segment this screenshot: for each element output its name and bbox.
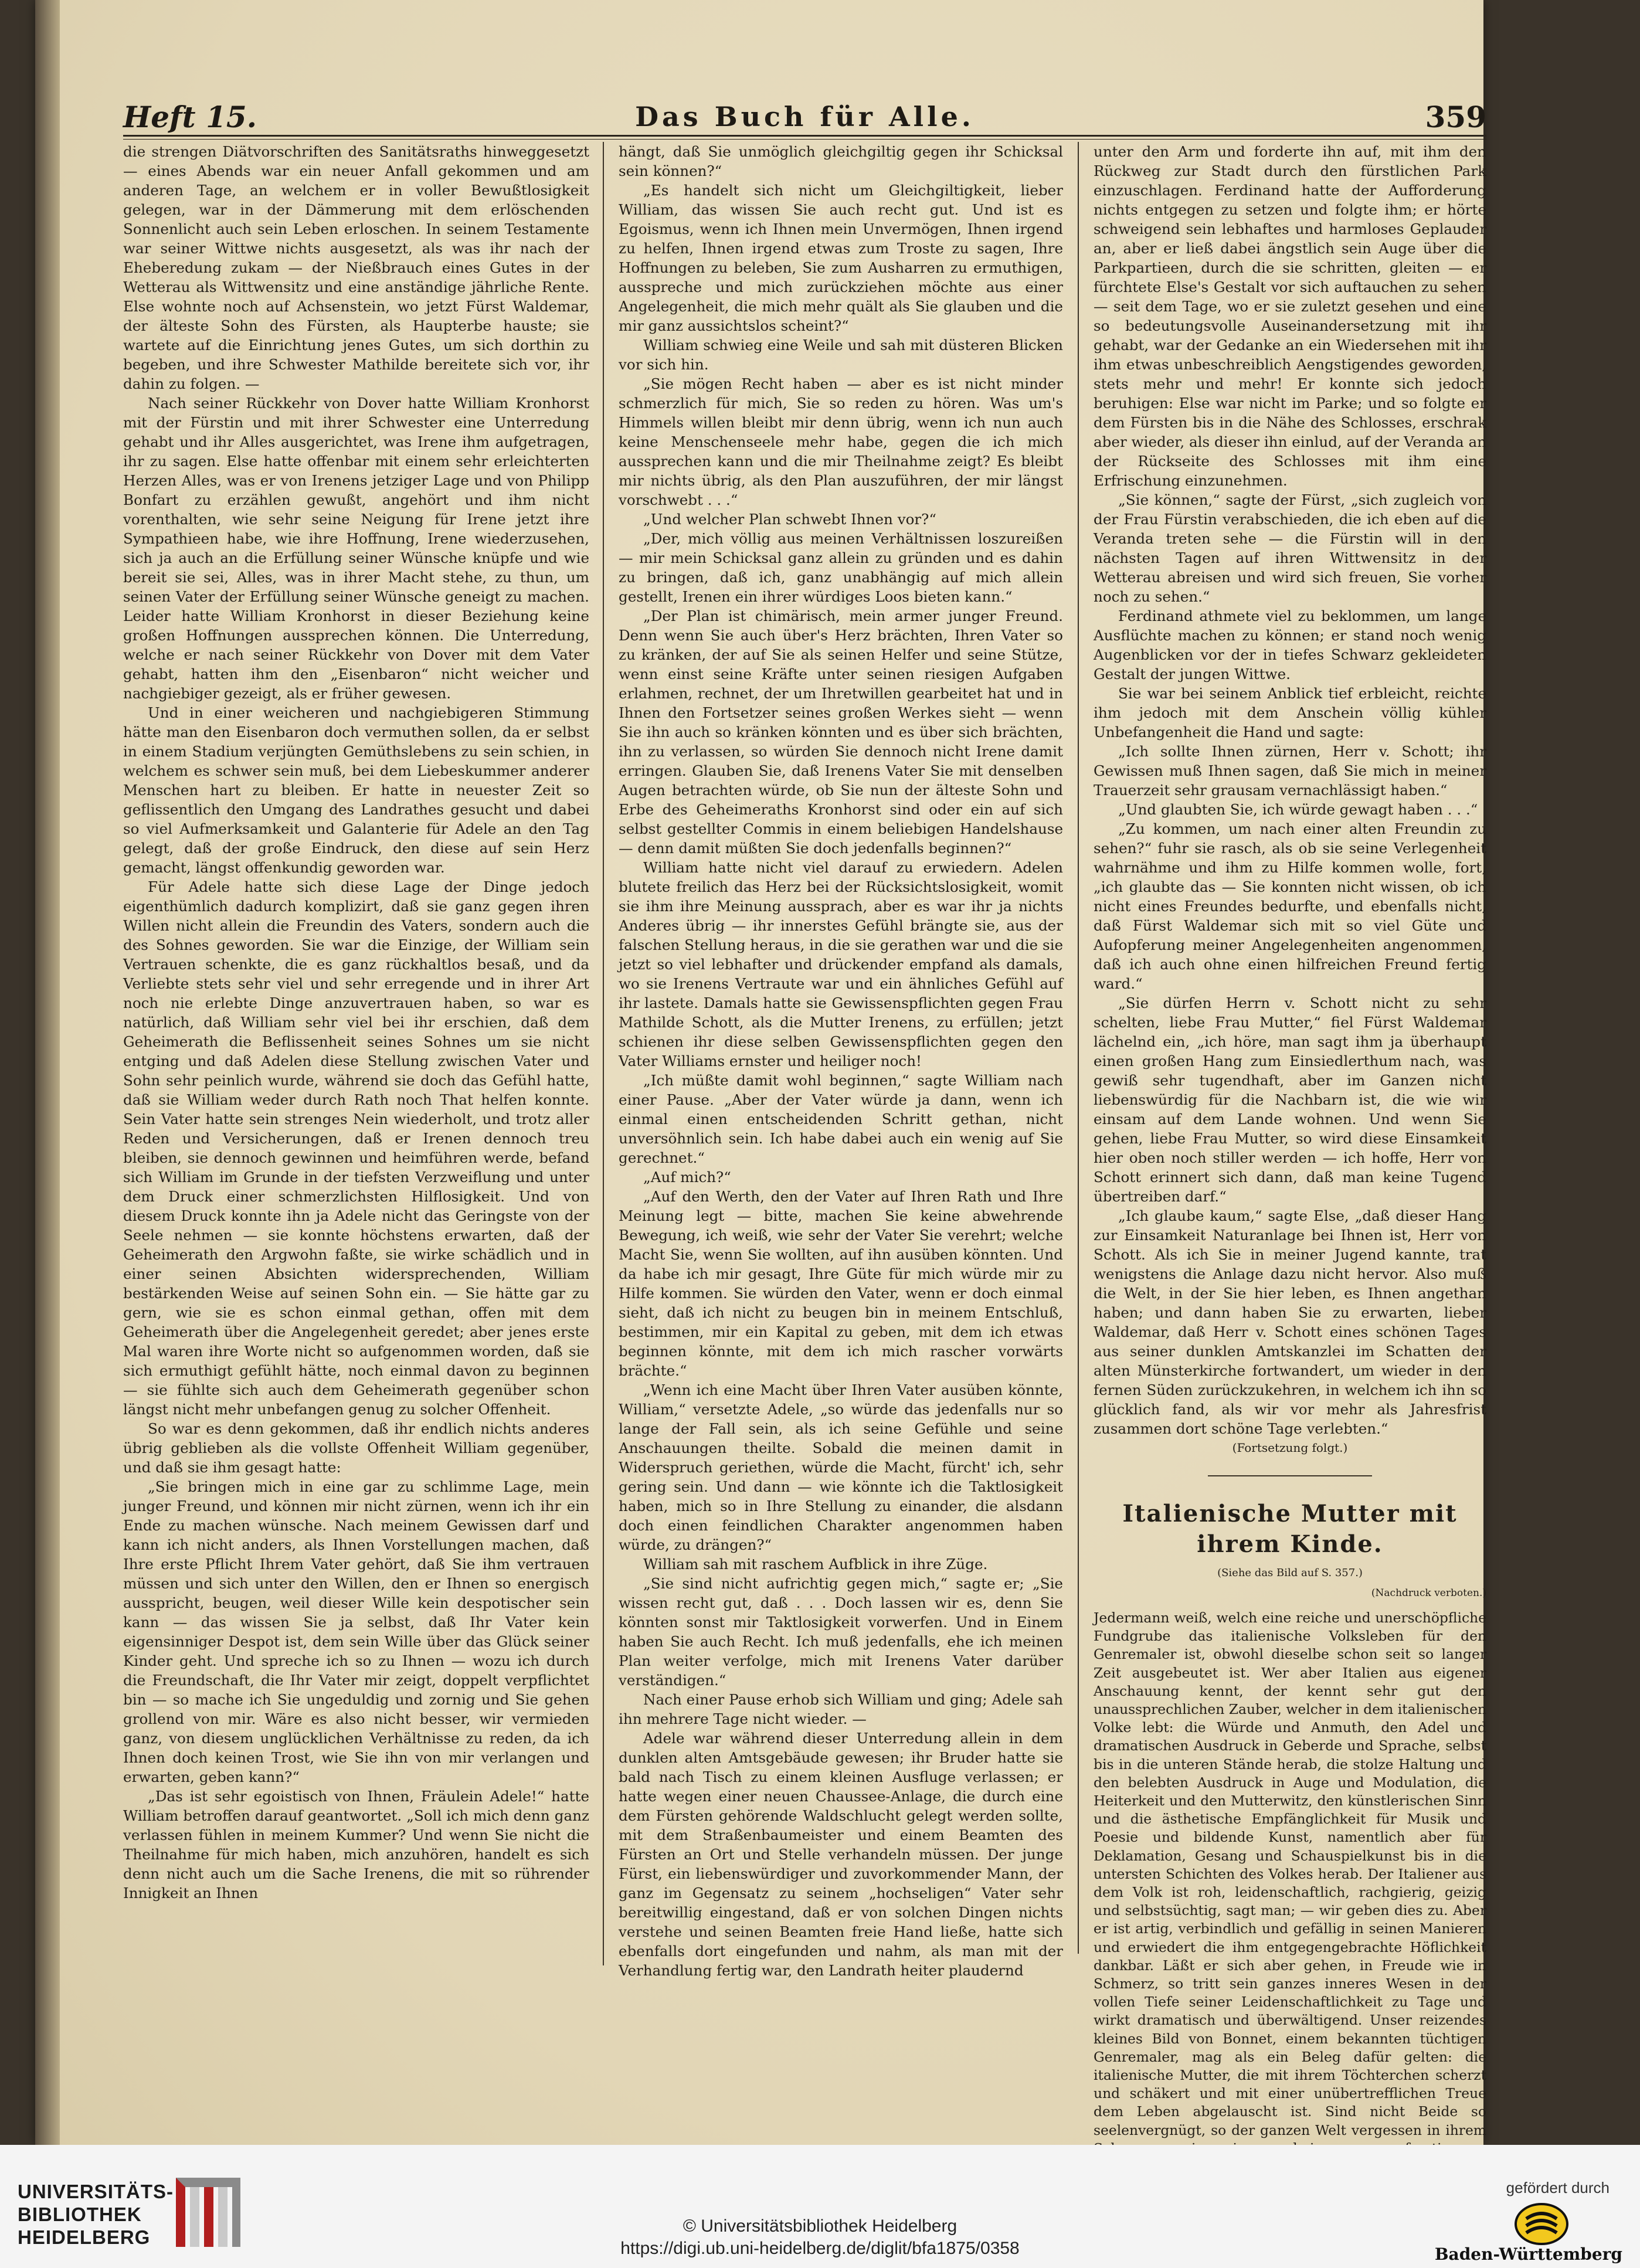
paragraph: „Sie mögen Recht haben — aber es ist nicht minder schmerzlich für mich, Sie so reden zu hören. Was um's Himmels willen bleibt mir denn übrig, wenn ich nun auch keine Menschenseele mehr habe, gegen die ich mich aussprechen kann und die mir Theilnahme zeigt? Es bleibt mir nichts übrig, als den Plan auszuführen, der mir längst vorschwebt . . .“ <box>619 375 1063 508</box>
paragraph: Und in einer weicheren und nachgiebigeren Stimmung hätte man den Eisenbaron doch vermuthen sollen, da er selbst in einem Stadium verjüngten Gemüthslebens zu sein schien, in welchem es schwer sein muß, bei dem Liebeskummer anderer Menschen hart zu bleiben. Er hatte in neuester Zeit so geflissentlich den Umgang des Landrathes gesucht und dabei so viel Aufmerksamkeit und Galanterie für Adele an den Tag gelegt, daß der große Eindruck, den diese auf sein Herz gemacht, längst offenkundig geworden war. <box>123 704 589 876</box>
viewer-footer <box>0 2145 1640 2268</box>
paragraph: hängt, daß Sie unmöglich gleichgiltig gegen ihr Schicksal sein können?“ <box>619 143 1063 179</box>
paragraph: Nach seiner Rückkehr von Dover hatte William Kronhorst mit der Fürstin und mit ihrer Schwester eine Unterredung gehabt und ihr Alles ausgerichtet, was Irene ihm aufgetragen, ihr zu sagen. Else hatte offenbar mit einem sehr erleichterten Herzen Alles, was er von Irenens jetziger Lage und von Philipp Bonfart zu erzählen gewußt, angehört und ihm nicht vorenthalten, wie sehr seine Neigung für Irene jetzt ihre Sympathieen habe, wie ihre Hoffnung, Irene wiederzusehen, sich ja auch an die Erfüllung seiner Wünsche knüpfe und wie bereit sie sei, Alles, was in ihrer Macht stehe, zu thun, um seinen Vater der Erfüllung seiner Wünsche geneigt zu machen. Leider hatte William Kronhorst in dieser Beziehung keine großen Hoffnungen aussprechen können. Die Unterredung, welche er nach seiner Rückkehr von Dover mit dem Vater gehabt, hatten ihm den „Eisenbaron“ nicht weicher und nachgiebiger gezeigt, als er früher gewesen. <box>123 395 589 702</box>
paragraph: „Der, mich völlig aus meinen Verhältnissen loszureißen — mir mein Schicksal ganz allein zu gründen und es dahin zu bringen, daß ich, ganz unabhängig auf mich allein gestellt, Irenen ein ihrer würdiges Loos bieten kann.“ <box>619 530 1063 605</box>
scanned-page <box>35 0 1486 2145</box>
article <box>1094 1499 1486 2229</box>
sponsor-name: Baden-Württemberg <box>1434 2245 1622 2264</box>
column-2 <box>619 142 1063 1980</box>
paragraph: „Das ist sehr egoistisch von Ihnen, Fräulein Adele!“ hatte William betroffen darauf geantwortet. „Soll ich mich denn ganz verlassen fühlen in meinem Kummer? Und wenn Sie nicht die Theilnahme für mich haben, mich anzuhören, handelt es sich denn nicht auch um die Sache Irenens, die mit so rührender Innigkeit an Ihnen <box>123 1788 589 1902</box>
state-crest-icon[interactable] <box>1513 2202 1570 2246</box>
library-name[interactable]: UNIVERSITÄTS- BIBLIOTHEK HEIDELBERG <box>18 2181 174 2248</box>
paragraph: „Ich sollte Ihnen zürnen, Herr v. Schott; ihr Gewissen muß Ihnen sagen, daß Sie mich in meiner Trauerzeit sehr grausam vernachlässigt haben.“ <box>1094 743 1486 799</box>
reprint-note: (Nachdruck verboten.) <box>1371 1587 1486 1599</box>
header-rule <box>123 135 1486 140</box>
copyright-block <box>0 2215 1640 2260</box>
column-rule-1 <box>603 142 604 1965</box>
paragraph: „Sie können,“ sagte der Fürst, „sich zugleich von der Frau Fürstin verabschieden, die ich eben auf die Veranda treten sehe — die Fürstin will in den nächsten Tagen auf ihren Wittwensitz in der Wetterau abreisen und wird sich freuen, Sie vorher noch zu sehen.“ <box>1094 491 1486 605</box>
paragraph: William sah mit raschem Aufblick in ihre Züge. <box>643 1556 988 1573</box>
copyright-text: © Universitätsbibliothek Heidelberg <box>683 2216 957 2236</box>
paragraph: Adele war während dieser Unterredung allein in dem dunklen alten Amtsgebäude gewesen; ihr Bruder hatte sie bald nach Tisch zu einem kleinen Ausfluge verlassen; er hatte wegen einer neuen Chaussee-Anlage, die durch eine dem Fürsten gehörende Waldschlucht gelegt werden sollte, mit dem Straßenbaumeister und einem Beamten des Fürsten an Ort und Stelle verhandeln müssen. Der junge Fürst, ein liebenswürdiger und zuvorkommender Mann, der ganz im Gegensatz zu seinem „hochseligen“ Vater sehr bereitwillig eingestand, daß er von solchen Dingen nichts verstehe und seinen Beamten freie Hand ließe, hatte sich ebenfalls dort eingefunden und nahm, als man mit der Verhandlung fertig war, den Landrath heiter plaudernd <box>619 1730 1063 1979</box>
column-rule-2 <box>1078 142 1079 1954</box>
page-header <box>123 94 1486 141</box>
paragraph: „Der Plan ist chimärisch, mein armer junger Freund. Denn wenn Sie auch über's Herz brächten, Ihren Vater so zu kränken, der auf Sie als seinen Helfer und seine Stütze, wenn einst seine Kräfte unter seinen riesigen Aufgaben erlahmen, rechnet, der um Ihretwillen gearbeitet hat und in Ihnen den Fortsetzer seines großen Werkes sieht — wenn Sie ihn auch so kränken könnten und es über sich brächten, ihn zu verlassen, so würden Sie dennoch nicht Irene damit erringen. Glauben Sie, daß Irenens Vater Sie mit denselben Augen betrachten würde, ob Sie nun der älteste Sohn und Erbe des Geheimeraths Kronhorst sind oder ein auf sich selbst gestellter Commis in einem beliebigen Handelshause — denn damit müßten Sie doch jedenfalls beginnen?“ <box>619 607 1063 857</box>
paragraph: „Sie dürfen Herrn v. Schott nicht zu sehr schelten, liebe Frau Mutter,“ fiel Fürst Waldemar lächelnd ein, „ich höre, man sagt ihm ja überhaupt einen großen Hang zum Einsiedlerthum nach, was gewiß sehr tugendhaft, aber im Ganzen nicht liebenswürdig für die Nachbarn ist, die wie wir einsam auf dem Lande wohnen. Und wenn Sie gehen, liebe Frau Mutter, so wird diese Einsamkeit hier oben noch stiller werden — ich hoffe, Herr von Schott erinnert sich dann, daß man keine Tugend übertreiben darf.“ <box>1094 994 1486 1205</box>
paragraph: „Und welcher Plan schwebt Ihnen vor?“ <box>643 511 936 528</box>
column-1 <box>123 142 589 1903</box>
paragraph: „Und glaubten Sie, ich würde gewagt haben . . .“ <box>1118 801 1478 818</box>
paragraph: „Auf mich?“ <box>643 1169 731 1186</box>
paragraph: „Zu kommen, um nach einer alten Freundin zu sehen?“ fuhr sie rasch, als ob sie seine Verlegenheit wahrnähme und ihm zu Hilfe kommen wolle, fort, „ich glaubte das — Sie konnten nicht wissen, ob ich nicht eines Freundes bedurfte, und ebenfalls nicht, daß Fürst Waldemar sich mit so viel Güte und Aufopferung meiner Angelegenheiten angenommen, daß ich auch ohne einen hilfreichen Freund fertig ward.“ <box>1094 820 1486 992</box>
permalink[interactable]: https://digi.ub.uni-heidelberg.de/diglit/bfa1875/0358 <box>620 2239 1020 2258</box>
continued-note: (Fortsetzung folgt.) <box>1232 1441 1348 1455</box>
paragraph: Sie war bei seinem Anblick tief erbleicht, reichte ihm jedoch mit dem Anschein völlig kühler Unbefangenheit die Hand und sagte: <box>1094 685 1486 741</box>
paragraph: William schwieg eine Weile und sah mit düsteren Blicken vor sich hin. <box>619 337 1063 373</box>
paragraph: „Ich müßte damit wohl beginnen,“ sagte William nach einer Pause. „Aber der Vater würde ja dann, wenn ich einmal einen entscheidenden Schritt gethan, nicht unversöhnlich sein. Ich habe dabei auch ein wenig auf Sie gerechnet.“ <box>619 1072 1063 1166</box>
paragraph: Ferdinand athmete viel zu beklommen, um lange Ausflüchte machen zu können; er stand noch wenig Augenblicken vor der in tiefes Schwarz gekleideten Gestalt der jungen Wittwe. <box>1094 607 1486 683</box>
paragraph: „Es handelt sich nicht um Gleichgiltigkeit, lieber William, das wissen Sie auch recht gut. Und ist es Egoismus, wenn ich Ihnen mein Unvermögen, Ihnen irgend zu helfen, Ihnen irgend etwas zum Troste zu sagen, Ihre Hoffnungen zu beleben, Sie zum Ausharren zu ermuthigen, ausspreche und mich zurückziehen möchte aus einer Angelegenheit, die mich mehr quält als Sie glauben und die mir ganz aussichtslos scheint?“ <box>619 182 1063 334</box>
paragraph: William hatte nicht viel darauf zu erwiedern. Adelen blutete freilich das Herz bei der Rücksichtslosigkeit, womit sie ihm ihre Meinung aussprach, aber es war ihr ja nichts Anderes übrig — ihr innerstes Gefühl brängte sie, aus der falschen Stellung heraus, in die sie gerathen war und die sie jetzt so viel lebhafter und drückender empfand als damals, wo sie Irenens Vertraute war und ein ähnliches Gefühl auf ihr lastete. Damals hatte sie Gewissenspflichten gegen Frau Mathilde Schott, als die Mutter Irenens, zu erfüllen; jetzt schienen ihr diese selben Gewissenspflichten gegen den Vater Williams ernster und heiliger noch! <box>619 859 1063 1070</box>
page-number: 359 <box>1425 100 1486 134</box>
paragraph: Für Adele hatte sich diese Lage der Dinge jedoch eigenthümlich dadurch komplizirt, daß sie ganz gegen ihren Willen nicht allein die Freundin des Vaters, sondern auch die des Sohnes geworden. Sie war die Einzige, der William sein Vertrauen schenkte, die es ganz rückhaltlos besaß, und da Verliebte stets sehr viel und sehr erregende und in ihrer Art noch nie erlebte Dinge anzuvertrauen haben, so war es natürlich, daß William sehr viel bei ihr erschien, daß dem Geheimerath die Beflissenheit seines Sohnes um sie nicht entging und daß Adelen diese Stellung zwischen Vater und Sohn sehr peinlich wurde, während sie doch das Gefühl hatte, daß sie William weder durch Rath noch That helfen konnte. Sein Vater hatte sein strenges Nein wiederholt, und trotz aller Reden und Versicherungen, daß er Irenen dennoch treu bleiben, sie dennoch gewinnen und heimführen werde, befand sich William im Grunde in der tiefsten Verzweiflung und unter dem Druck einer schmerzlichsten Hilflosigkeit. Und von diesem Druck konnte ihn ja Adele nicht das Geringste von der Seele nehmen — sie konnte höchstens erwarten, daß der Geheimerath den Argwohn faßte, sie wirke schädlich und in einer seinen Absichten widersprechenden, William bestärkenden Weise auf seinen Sohn ein. — Sie hätte gar zu gern, wie sie es schon einmal gethan, offen mit dem Geheimerath über die Angelegenheit geredet; aber jenes erste Mal waren ihre Worte nicht so aufgenommen worden, daß sie sich ermuthigt gefühlt hätte, noch einmal davon zu beginnen — sie fühlte sich auch dem Geheimerath gegenüber schon längst nicht mehr unbefangen genug zu solcher Offenheit. <box>123 878 589 1418</box>
paragraph: „Wenn ich eine Macht über Ihren Vater ausüben könnte, William,“ versetzte Adele, „so würde das jedenfalls nur so lange der Fall sein, als ich seine Gefühle und seine Anschauungen theilte. Sobald die meinen damit in Widerspruch geriethen, würde die Macht, fürcht' ich, sehr gering sein. Und dann — wie könnte ich die Taktlosigkeit haben, mich so in Ihre Stellung zu einander, die alsdann doch einen feindlichen Charakter angenommen haben würde, zu drängen?“ <box>619 1381 1063 1553</box>
paragraph: „Auf den Werth, den der Vater auf Ihren Rath und Ihre Meinung legt — bitte, machen Sie keine abwehrende Bewegung, ich weiß, wie sehr der Vater Sie verehrt; welche Macht Sie, wenn Sie wollten, auf ihn ausüben könnten. Und da habe ich mir gesagt, Ihre Güte für mich würde mir zu Hilfe kommen. Sie würden den Vater, wenn er doch einmal sieht, daß ich nicht zu beugen bin in meinem Entschluß, bestimmen, mir ein Kapital zu geben, mit dem ich etwas beginnen könnte, mit dem ich mich rascher vorwärts brächte.“ <box>619 1188 1063 1379</box>
article-subtitle: (Siehe das Bild auf S. 357.) <box>1217 1567 1363 1579</box>
paragraph: Nach einer Pause erhob sich William und ging; Adele sah ihn mehrere Tage nicht wieder. — <box>619 1691 1063 1727</box>
paragraph: So war es denn gekommen, daß ihr endlich nichts anderes übrig geblieben als die vollste Offenheit William gegenüber, und daß sie ihm gesagt hatte: <box>123 1420 589 1476</box>
issue-label: Heft 15. <box>123 100 257 134</box>
paragraph: „Ich glaube kaum,“ sagte Else, „daß dieser Hang zur Einsamkeit Naturanlage bei Ihnen ist, Herr von Schott. Als ich Sie in meiner Jugend kannte, trat wenigstens die Anlage dazu nicht hervor. Also muß die Welt, in der Sie hier leben, es Ihnen angethan haben; und dann haben Sie zu erwarten, lieber Waldemar, daß Herr v. Schott eines schönen Tages aus seiner dunklen Amtskanzlei im Schatten der alten Münsterkirche fortwandert, um wieder in den fernen Süden zurückzukehren, in welchem ich ihn so glücklich fand, als wir vor mehr als Jahresfrist zusammen dort schöne Tage verlebten.“ <box>1094 1207 1486 1437</box>
sponsor-label: gefördert durch <box>1506 2179 1610 2196</box>
article-title: Italienische Mutter mit ihrem Kinde. <box>1122 1500 1458 1558</box>
paragraph: „Sie sind nicht aufrichtig gegen mich,“ sagte er; „Sie wissen recht gut, daß . . . Doch lassen wir es, denn Sie könnten sonst mir Taktlosigkeit vorwerfen. Und in Einem haben Sie auch Recht. Ich muß jedenfalls, ehe ich meinen Plan weiter verfolge, mich mit Irenens Vater darüber verständigen.“ <box>619 1575 1063 1689</box>
paragraph: die strengen Diätvorschriften des Sanitätsraths hinweggesetzt — eines Abends war ein neuer Anfall gekommen und am anderen Tage, an welchem er in voller Bewußtlosigkeit gelegen, war in der Dämmerung mit dem erlöschenden Sonnenlicht auch sein Leben erloschen. In seinem Testamente war seiner Wittwe nichts ausgesetzt, als was ihr nach der Eheberedung zukam — der Nießbrauch eines Gutes in der Wetterau als Wittwensitz und eine anständige jährliche Rente. Else wohnte noch auf Achsenstein, wo jetzt Fürst Waldemar, der älteste Sohn des Fürsten, als Haupterbe hauste; sie wartete auf die Einrichtung jenes Gutes, um sich dorthin zu begeben, und ihre Schwester Mathilde bereitete sich vor, ihr dahin zu folgen. — <box>123 143 589 392</box>
section-separator <box>1208 1475 1372 1476</box>
journal-title: Das Buch für Alle. <box>635 101 975 133</box>
page-binding-edge <box>35 0 60 2145</box>
paragraph: „Sie bringen mich in eine gar zu schlimme Lage, mein junger Freund, und können mir nicht zürnen, wenn ich ihr ein Ende zu machen wünsche. Nach meinem Gewissen darf und kann ich nicht anders, als Ihnen Vorstellungen machen, daß Ihre erste Pflicht Ihrem Vater gehört, daß Sie ihm vertrauen müssen und sich unter den Willen, den er Ihnen so energisch ausspricht, beugen, weil dieser Wille kein despotischer sein kann — das wissen Sie ja selbst, daß Ihr Vater kein eigensinniger Despot ist, dem sein Wille über das Glück seiner Kinder geht. Und spreche ich so zu Ihnen — wozu ich durch die Freundschaft, die Ihr Vater mir zeigt, doppelt verpflichtet bin — so mache ich Sie ungeduldig und zornig und Sie gehen grollend von mir. Wäre es also nicht besser, wir vermieden ganz, von diesem unglücklichen Verhältnisse zu reden, da ich Ihnen doch keinen Trost, wie Sie ihn von mir verlangen und erwarten, geben kann?“ <box>123 1478 589 1785</box>
paragraph: unter den Arm und forderte ihn auf, mit ihm den Rückweg zur Stadt durch den fürstlichen Park einzuschlagen. Ferdinand hatte der Aufforderung nichts entgegen zu setzen und folgte ihm; er hörte schweigend sein lebhaftes und harmloses Geplauder an, aber er ließ dabei ängstlich sein Auge über die Parkpartieen, durch die sie schritten, gleiten — er fürchtete Else's Gestalt vor sich auftauchen zu sehen — seit dem Tage, wo er sie zuletzt gesehen und eine so bedeutungsvolle Auseinandersetzung mit ihr gehabt, war der Gedanke an ein Wiedersehen mit ihr ihm etwas unbeschreiblich Aengstigendes geworden, stets mehr und mehr! Er konnte sich jedoch beruhigen: Else war nicht im Parke; und so folgte er dem Fürsten bis in die Nähe des Schlosses, erschrak aber wieder, als dieser ihn einlud, auf der Veranda an der Rückseite des Schlosses mit ihm eine Erfrischung einzunehmen. <box>1094 143 1486 489</box>
column-3 <box>1094 142 1486 2229</box>
article-body: Jedermann weiß, welch eine reiche und unerschöpfliche Fundgrube das italienische Volksleben für den Genremaler ist, obwohl dieselbe schon seit so langer Zeit ausgebeutet ist. Wer aber Italien aus eigener Anschauung kennt, der kennt sehr gut den unaussprechlichen Zauber, welcher in dem italienischen Volke lebt: die Würde und Anmuth, den Adel und dramatischen Ausdruck in Geberde und Sprache, selbst bis in die unteren Stände herab, die stolze Haltung und den belebten Ausdruck in Auge und Modulation, die Heiterkeit und den Mutterwitz, den künstlerischen Sinn und die ästhetische Empfänglichkeit für Musik und Poesie und bildende Kunst, namentlich aber für Deklamation, Gesang und Schauspielkunst bis in die untersten Schichten des Volkes herab. Der Italiener aus dem Volk ist roh, leidenschaftlich, rachgierig, geizig und selbstsüchtig, sagt man; — wir geben dies zu. Aber er ist artig, verbindlich und gefällig in seinen Manieren und erwiedert die ihm entgegengebrachte Höflichkeit dankbar. Läßt er sich aber gehen, in Freude wie in Schmerz, so tritt sein ganzes inneres Wesen in der vollen Tiefe seiner Leidenschaftlichkeit zu Tage und wirkt dramatisch und überwältigend. Unser reizendes kleines Bild von Bonnet, einem bekannten tüchtigen Genremaler, mag als ein Beleg dafür gelten: die italienische Mutter, die mit ihrem Töchterchen scherzt und schäkert und mit einer unübertrefflichen Treue dem Leben abgelauscht ist. Sind nicht Beide so seelenvergnügt, so der ganzen Welt vergessen in ihrem <box>1094 1610 1486 2138</box>
